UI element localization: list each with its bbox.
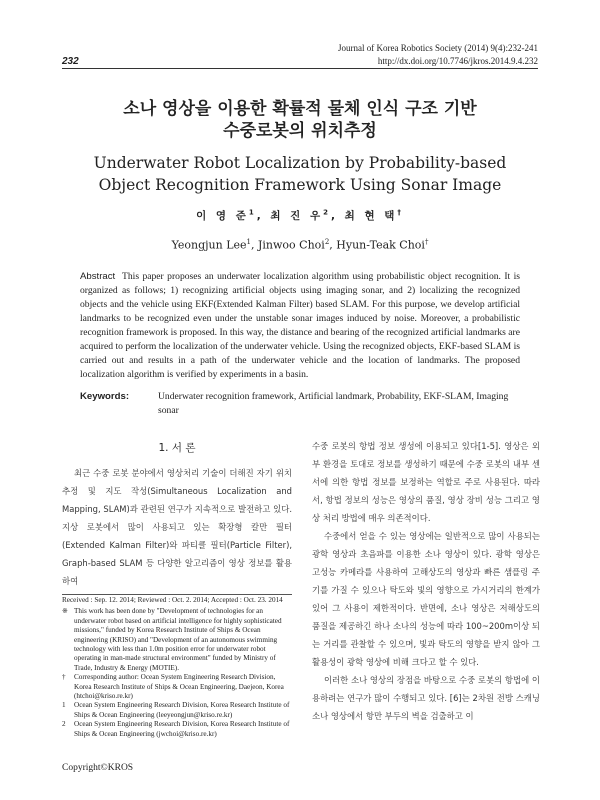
footnotes [62, 596, 294, 739]
author-affiliation-mark: 1 [246, 238, 251, 246]
author-name: Yeongjun Lee [171, 238, 247, 252]
section-heading-introduction: 1. 서 론 [158, 442, 196, 454]
author-name: 이 영 준 [196, 210, 249, 222]
english-title-line-1: Underwater Robot Localization by Probability-based [93, 154, 507, 172]
author-name: 최 현 택 [344, 210, 398, 222]
body-paragraph: 수중 로봇의 항법 정보 생성에 이용되고 있다[1-5]. 영상은 외부 환경을 토대로 정보를 생성하기 때문에 수중 로봇의 내부 센서에 의한 항법 정보를 보정하는 역할로 주로 사용된다. 따라서, 항법 정보의 성능은 영상의 품질, 영상 장비 성능 그리고 영상 처리 방법에 매우 의존적이다. [312, 441, 540, 523]
doi-link[interactable]: http://dx.doi.org/10.7746/jkros.2014.9.4.232 [377, 56, 538, 66]
author-separator: , [331, 210, 345, 222]
footnote [62, 720, 294, 739]
body-left-column [62, 464, 292, 590]
footnote [62, 701, 294, 720]
footnote-text: Corresponding author: Ocean System Engineering Research Division, Korea Research Institute of Ships & Ocean Engineering, Daejeon, Korea (htchoi@kriso.re.kr) [74, 673, 284, 701]
keywords [80, 390, 520, 418]
korean-title-line-1: 소나 영상을 이용한 확률적 물체 인식 구조 기반 [123, 99, 477, 119]
author-affiliation-mark: † [424, 238, 429, 246]
footnote-mark: 1 [62, 701, 66, 710]
korean-authors [60, 208, 540, 223]
journal-name-line: Journal of Korea Robotics Society (2014) 9(4):232-241 [338, 43, 538, 53]
header-rule [62, 68, 538, 69]
author-affiliation-mark: † [397, 208, 404, 217]
english-authors [60, 238, 540, 252]
author-name: 최 진 우 [270, 210, 324, 222]
page-number: 232 [62, 56, 79, 67]
abstract [80, 270, 520, 382]
author-separator: , [329, 238, 337, 252]
korean-title-line-2: 수중로봇의 위치추정 [223, 121, 377, 141]
footnote-mark: 2 [62, 720, 66, 729]
footnote-text: This work has been done by "Development of technologies for an underwater robot based on artificial intelligence for highly sophisticated missions," funded by Korea Research Institute of Ships & Ocean engineering (KRISO) and "Development of an autonomous swimming technology with less than 1.0m position error for underwater robot operating in man-made structural environment" funded by Ministry of Trade, Industry & Energy (MOTIE). [74, 607, 282, 672]
author-separator: , [256, 210, 271, 222]
author-affiliation-mark: 2 [323, 208, 331, 217]
keywords-label: Keywords: [80, 391, 130, 402]
author-affiliation-mark: 2 [324, 238, 330, 246]
footnote-rule [62, 594, 292, 595]
body-paragraph: 최근 수중 로봇 분야에서 영상처리 기술이 더해진 자기 위치 추정 및 지도 작성(Simultaneous Localization and Mapping, SLAM)과 관련된 연구가 지속적으로 발전하고 있다. 지상 로봇에서 많이 사용되고 있는 확장형 칼만 필터(Extended Kalman Filter)와 파티클 필터(Particle Filter), Graph-based SLAM 등 다양한 알고리즘이 영상 정보를 활용하여 [62, 468, 292, 586]
abstract-label: Abstract [80, 271, 116, 282]
copyright: Copyright©KROS [62, 763, 134, 773]
body-paragraph: 수중에서 얻을 수 있는 영상에는 일반적으로 많이 사용되는 광학 영상과 초음파를 이용한 소나 영상이 있다. 광학 영상은 고성능 카메라를 사용하여 고해상도의 영상과 빠른 샘플링 주기를 가질 수 있으나 탁도와 빛의 영향으로 가시거리의 한계가 있어 그 사용이 제한적이다. 반면에, 소나 영상은 저해상도의 품질을 제공하긴 하나 소나의 성능에 따라 100~200m이상 되는 거리를 관찰할 수 있으며, 빛과 탁도의 영향을 받지 않아 그 활용성이 광학 영상에 비해 크다고 할 수 있다. [312, 531, 540, 667]
author-name: Jinwoo Choi [258, 238, 325, 252]
abstract-text: This paper proposes an underwater localization algorithm using probabilistic object recognition. It is organized as follows; 1) recognizing artificial objects using imaging sonar, and 2) localizing the recognized objects and the vehicle using EKF(Extended Kalman Filter) based SLAM. For this purpose, we develop artificial landmarks to be recognized even under the unstable sonar images induced by noise. Moreover, a probabilistic recognition framework is proposed. In this way, the distance and bearing of the recognized artificial landmarks are acquired to perform the localization of the underwater vehicle. Using the recognized objects, EKF-based SLAM is carried out and results in a path of the underwater vehicle and the location of landmarks. The proposed localization algorithm is verified by experiments in a basin. [80, 271, 521, 380]
body-right-column [312, 437, 540, 725]
received-dates: Received : Sep. 12. 2014; Reviewed : Oct. 2. 2014; Accepted : Oct. 23. 2014 [62, 596, 283, 604]
footnote-mark: ※ [62, 607, 69, 616]
author-separator: , [251, 238, 258, 252]
body-paragraph: 이러한 소나 영상의 장점을 바탕으로 수중 로봇의 항법에 이용하려는 연구가 많이 수행되고 있다. [6]는 2차원 전방 스캐닝 소나 영상에서 항만 부두의 벽을 검출하고 이 [312, 675, 540, 721]
journal-citation [338, 42, 538, 68]
english-title-line-2: Object Recognition Framework Using Sonar Image [98, 176, 502, 194]
korean-title [60, 98, 540, 142]
footnote [62, 607, 294, 673]
author-affiliation-mark: 1 [248, 208, 257, 217]
keywords-text: Underwater recognition framework, Artificial landmark, Probability, EKF-SLAM, Imaging sonar [158, 391, 509, 416]
english-title [60, 152, 540, 196]
footnote-text: Ocean System Engineering Research Division, Korea Research Institute of Ships & Ocean Engineering (jwchoi@kriso.re.kr) [74, 720, 290, 738]
footnote-text: Ocean System Engineering Research Division, Korea Research Institute of Ships & Ocean Engineering (leeyeongjun@kriso.re.kr) [74, 701, 290, 719]
author-name: Hyun-Teak Choi [336, 238, 425, 252]
footnote-mark: † [62, 673, 66, 682]
footnote [62, 673, 294, 701]
